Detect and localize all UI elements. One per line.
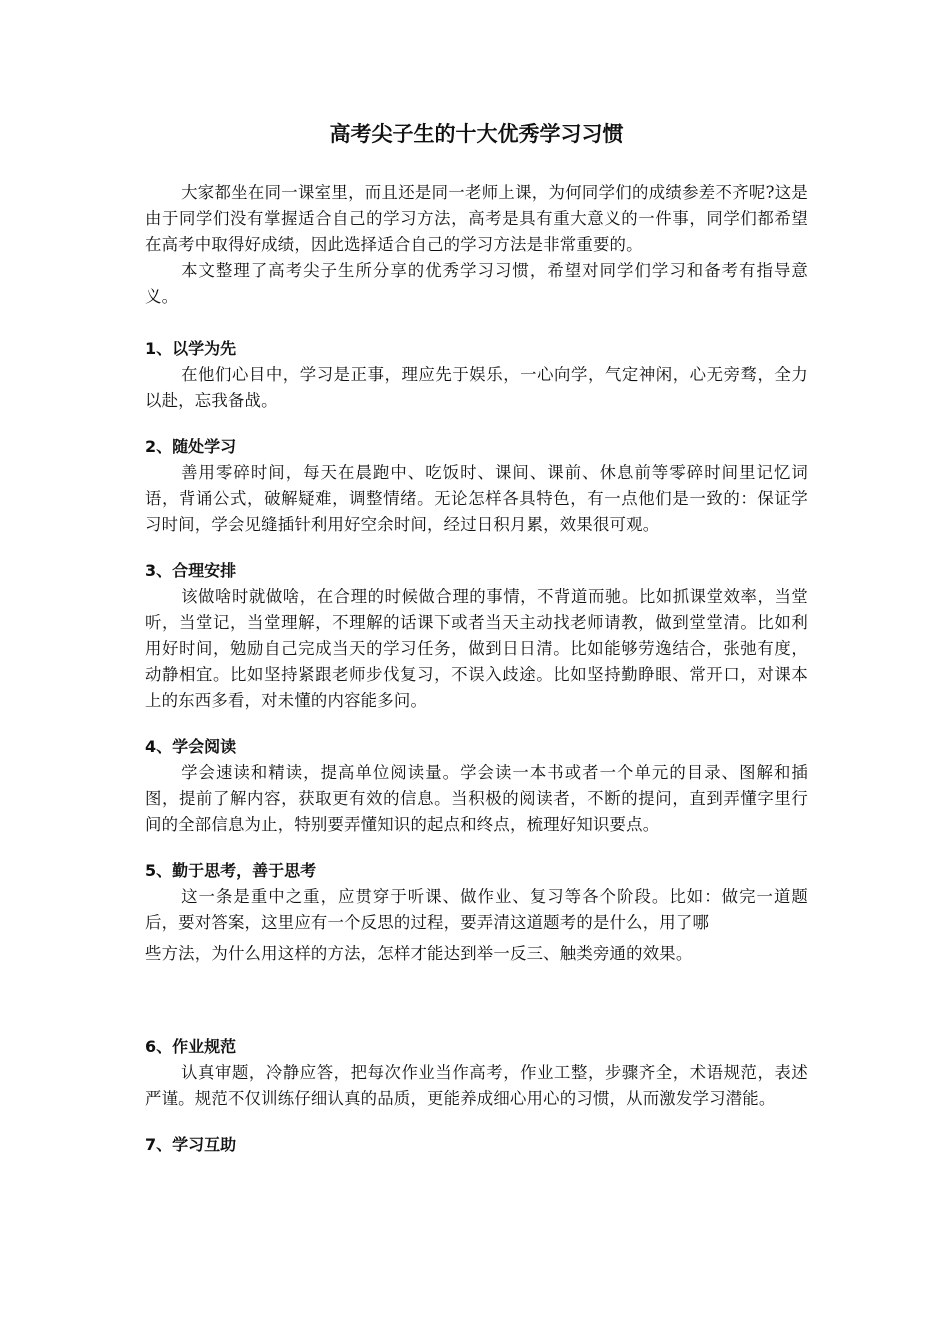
intro-paragraph-1: 大家都坐在同一课室里，而且还是同一老师上课，为何同学们的成绩参差不齐呢?这是由于同学们没有掌握适合自己的学习方法，高考是具有重大意义的一件事，同学们都希望在高考中取得好成绩，因此选择适合自己的学习方法是非常重要的。 xyxy=(145,183,808,254)
document-page xyxy=(145,118,808,1158)
document-title: 高考尖子生的十大优秀学习习惯 xyxy=(329,122,624,146)
section-5 xyxy=(145,858,808,972)
section-body: 该做啥时就做啥，在合理的时候做合理的事情，不背道而驰。比如抓课堂效率，当堂听，当堂记，当堂理解，不理解的话课下或者当天主动找老师请教，做到堂堂清。比如利用好时间，勉励自己完成当天的学习任务，做到日日清。比如能够劳逸结合，张弛有度，动静相宜。比如坚持紧跟老师步伐复习，不误入歧途。比如坚持勤睁眼、常开口，对课本上的东西多看，对未懂的内容能多问。 xyxy=(145,587,808,710)
section-1 xyxy=(145,336,808,414)
section-body-part-2: 些方法，为什么用这样的方法，怎样才能达到举一反三、触类旁通的效果。 xyxy=(145,944,693,963)
section-body: 在他们心目中，学习是正事，理应先于娱乐，一心向学，气定神闲，心无旁骛，全力以赴，忘我备战。 xyxy=(145,365,808,410)
section-heading: 7、学习互助 xyxy=(145,1135,237,1154)
section-7 xyxy=(145,1132,808,1158)
intro-paragraph-2: 本文整理了高考尖子生所分享的优秀学习习惯，希望对同学们学习和备考有指导意义。 xyxy=(145,261,808,306)
section-heading: 6、作业规范 xyxy=(145,1037,237,1056)
section-4 xyxy=(145,734,808,838)
section-heading: 5、勤于思考，善于思考 xyxy=(145,861,317,880)
section-body: 认真审题，冷静应答，把每次作业当作高考，作业工整，步骤齐全，术语规范，表述严谨。规范不仅训练仔细认真的品质，更能养成细心用心的习惯，从而激发学习潜能。 xyxy=(145,1063,808,1108)
section-heading: 1、以学为先 xyxy=(145,339,237,358)
section-6 xyxy=(145,1034,808,1112)
section-body: 善用零碎时间，每天在晨跑中、吃饭时、课间、课前、休息前等零碎时间里记忆词语，背诵公式，破解疑难，调整情绪。无论怎样各具特色，有一点他们是一致的：保证学习时间，学会见缝插针利用好空余时间，经过日积月累，效果很可观。 xyxy=(145,463,808,534)
section-heading: 3、合理安排 xyxy=(145,561,237,580)
section-body-part-1: 这一条是重中之重，应贯穿于听课、做作业、复习等各个阶段。比如：做完一道题后，要对答案，这里应有一个反思的过程，要弄清这道题考的是什么，用了哪 xyxy=(145,887,808,932)
section-3 xyxy=(145,558,808,714)
section-2 xyxy=(145,434,808,538)
section-heading: 2、随处学习 xyxy=(145,437,237,456)
section-heading: 4、学会阅读 xyxy=(145,737,237,756)
section-body: 学会速读和精读，提高单位阅读量。学会读一本书或者一个单元的目录、图解和插图，提前了解内容，获取更有效的信息。当积极的阅读者，不断的提问，直到弄懂字里行间的全部信息为止，特别要弄懂知识的起点和终点，梳理好知识要点。 xyxy=(145,763,808,834)
